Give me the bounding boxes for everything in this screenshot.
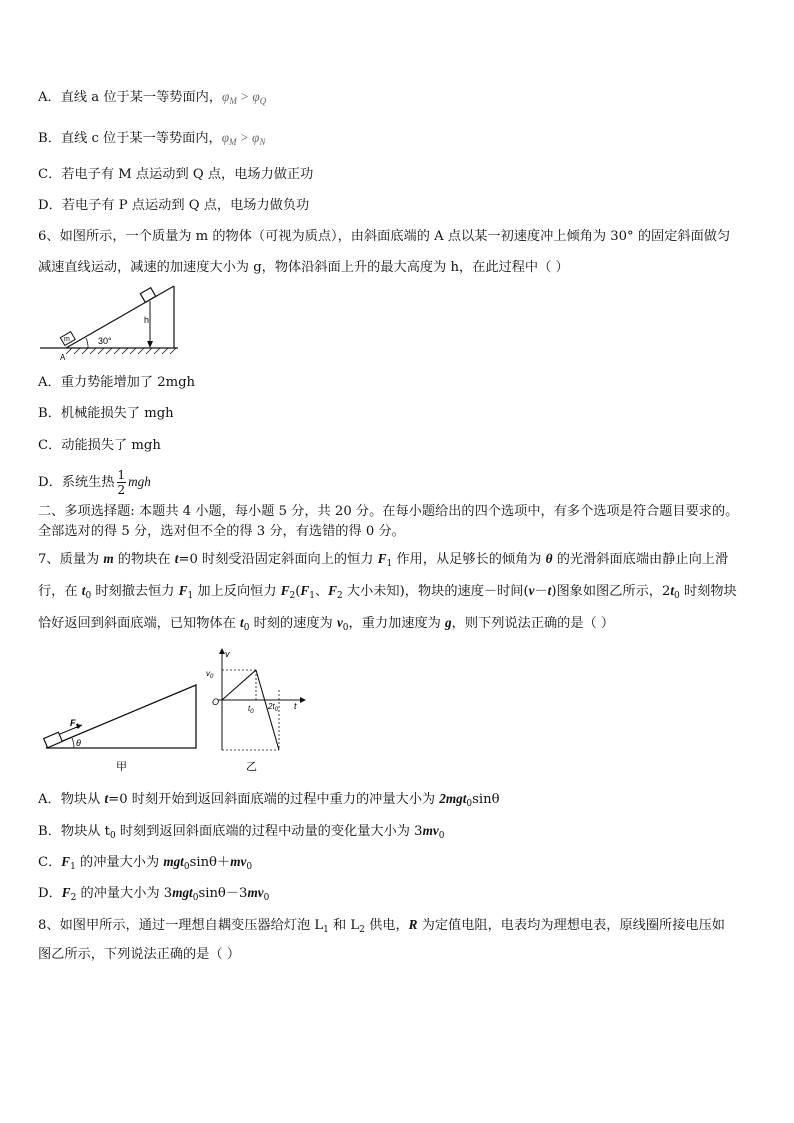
sub: 0 <box>342 623 349 633</box>
denominator: 2 <box>117 483 126 497</box>
t: 时刻撤去恒力 <box>91 584 179 599</box>
sub: 0 <box>263 893 270 903</box>
t: ，重力加速度为 <box>348 616 446 631</box>
sub: 2 <box>359 925 365 935</box>
t: D． <box>38 886 62 901</box>
sub: 2 <box>336 591 343 601</box>
q5-option-b <box>38 129 265 148</box>
f1-label: $F_1$ <box>70 718 79 730</box>
option-text: B．直线 c 位于某一等势面内， <box>38 131 222 146</box>
q5-option-c: C．若电子有 M 点运动到 Q 点，电场力做正功 <box>38 167 314 182</box>
subscript: N <box>259 137 266 147</box>
t: )图象如图乙所示，2 <box>551 584 671 599</box>
sub: 0 <box>109 831 116 841</box>
q7-option-d <box>38 884 269 903</box>
t: 行，在 <box>38 584 82 599</box>
q7-figure-jia <box>38 680 208 775</box>
t: =0 时刻开始到返回斜面底端的过程中重力的冲量大小为 <box>108 792 440 807</box>
var: F <box>280 583 290 598</box>
formula: 2mgt <box>439 791 467 806</box>
t: sinθ <box>472 792 500 807</box>
t: 8、如图甲所示，通过一理想自耦变压器给灯泡 L <box>38 918 324 933</box>
t: 时刻物块 <box>679 584 737 599</box>
sub: 1 <box>309 591 315 601</box>
q7-option-a <box>38 790 500 809</box>
option-text: A．直线 a 位于某一等势面内， <box>38 90 223 105</box>
q6-option-d <box>38 468 151 497</box>
var: F <box>328 583 337 598</box>
theta-label: θ <box>76 738 81 748</box>
formula: mgh <box>128 474 151 489</box>
sub: 0 <box>243 623 250 633</box>
var: t <box>670 583 675 598</box>
t: 、 <box>314 584 329 599</box>
angle-label: 30° <box>98 336 112 346</box>
t: ( <box>295 584 301 599</box>
formula: mv <box>422 823 439 838</box>
t: 作用，从足够长的倾角为 <box>392 552 546 567</box>
phi-symbol: φ <box>222 89 230 104</box>
var: F <box>377 551 387 566</box>
block-top <box>140 288 155 303</box>
t: B．物块从 t <box>38 824 110 839</box>
q6-incline-figure <box>38 282 183 362</box>
sub: 1 <box>70 862 76 872</box>
q7-stem-line1 <box>38 550 728 569</box>
q8-stem-line2: 图乙所示，下列说法正确的是（ ） <box>38 947 241 962</box>
t0-label: $t_0$ <box>248 704 254 715</box>
t: sinθ－3 <box>198 886 248 901</box>
operator: > <box>236 130 253 145</box>
t: 时刻的速度为 <box>249 616 337 631</box>
sub: 1 <box>386 559 393 569</box>
t: ，则下列说法正确的是（ ） <box>451 616 615 631</box>
var: t <box>547 583 552 598</box>
subscript: Q <box>259 96 267 106</box>
var: θ <box>545 551 553 566</box>
q6-stem-line2: 减速直线运动，减速的加速度大小为 g，物体沿斜面上升的最大高度为 h，在此过程中（ ） <box>38 260 569 275</box>
var: m <box>103 551 114 566</box>
point-a-label: A <box>60 353 66 362</box>
t: 为定值电阻，电表均为理想电表，原线圈所接电压如 <box>417 918 725 933</box>
fraction <box>117 468 127 497</box>
h-label: h <box>144 315 150 325</box>
block-m-label: m <box>64 336 70 343</box>
q6-stem-line1: 6、如图所示，一个质量为 m 的物体（可视为质点），由斜面底端的 A 点以某一初速度冲上倾角为 30° 的固定斜面做匀 <box>38 229 731 244</box>
section2-heading-line1: 二、多项选择题: 本题共 4 小题，每小题 5 分，共 20 分。在每小题给出的四个选项中，有多个选项是符合题目要求的。 <box>38 504 739 519</box>
var: t <box>81 583 86 598</box>
q5-option-d: D．若电子有 P 点运动到 Q 点，电场力做负功 <box>38 198 310 213</box>
var: F <box>178 583 188 598</box>
q5-option-a <box>38 88 266 107</box>
t: =0 时刻受沿固定斜面向上的恒力 <box>178 552 378 567</box>
numerator: 1 <box>117 468 126 482</box>
t: 的物块在 <box>113 552 175 567</box>
t: 7、质量为 <box>38 552 104 567</box>
subscript: M <box>229 96 237 106</box>
sub: 0 <box>85 591 92 601</box>
t: 的冲量大小为 3 <box>76 886 173 901</box>
q7-figure-yi <box>204 646 314 774</box>
var: F <box>300 583 310 598</box>
t: 的冲量大小为 <box>75 855 164 870</box>
ground-hatch <box>66 348 176 354</box>
sub: 2 <box>289 591 296 601</box>
angle-arc <box>72 738 74 748</box>
sub: 0 <box>438 831 445 841</box>
t: － <box>534 584 548 599</box>
t: 供电， <box>364 918 409 933</box>
t: 加上反向恒力 <box>193 584 281 599</box>
sub: 0 <box>246 862 253 872</box>
sub: 0 <box>674 591 680 601</box>
q7-stem-line2 <box>38 582 737 601</box>
var: R <box>408 917 418 932</box>
formula: mgt <box>163 854 184 869</box>
var: t <box>104 791 109 806</box>
sub: 0 <box>192 893 199 903</box>
sub: 2 <box>70 893 77 903</box>
section2-heading-line2: 全部选对的得 5 分，选对但不全的得 3 分，有选错的得 0 分。 <box>38 524 405 539</box>
formula: mv <box>247 885 264 900</box>
q6-option-a: A．重力势能增加了 2mgh <box>38 375 196 390</box>
t: sinθ＋ <box>189 855 231 870</box>
t-label: t <box>294 701 297 711</box>
q7-stem-line3 <box>38 614 614 633</box>
t: 大小未知)，物块的速度－时间( <box>342 584 529 599</box>
angle-arc <box>86 338 88 348</box>
v0-label: $v_0$ <box>206 669 214 680</box>
var: v <box>528 583 535 598</box>
caption-yi: 乙 <box>246 761 257 773</box>
var: g <box>445 615 452 630</box>
line-accelerate <box>222 670 256 700</box>
var: t <box>174 551 179 566</box>
q8-stem-line1 <box>38 916 725 935</box>
option-text: D．系统生热 <box>38 475 115 490</box>
t: A．物块从 <box>38 792 105 807</box>
sub: 0 <box>466 799 473 809</box>
subscript: M <box>229 137 237 147</box>
caption-jia: 甲 <box>116 761 127 773</box>
arrow-head <box>300 697 306 703</box>
phi-symbol: φ <box>221 130 230 145</box>
sub: 1 <box>323 925 329 935</box>
t: 时刻到返回斜面底端的过程中动量的变化量大小为 3 <box>115 824 423 839</box>
t: 恰好返回到斜面底端，已知物体在 <box>38 616 241 631</box>
q7-option-b <box>38 822 444 841</box>
q7-option-c <box>38 853 252 872</box>
q6-option-c: C．动能损失了 mgh <box>38 438 161 453</box>
q6-option-b: B．机械能损失了 mgh <box>38 406 174 421</box>
var: t <box>240 615 244 630</box>
var: F <box>61 854 71 869</box>
t: C． <box>38 855 62 870</box>
sub: 0 <box>183 862 190 872</box>
t: 和 L <box>328 918 360 933</box>
phi-symbol: φ <box>252 130 260 145</box>
phi-symbol: φ <box>252 89 260 104</box>
block <box>44 732 63 747</box>
origin-label: O <box>212 697 220 707</box>
incline-line <box>66 286 174 348</box>
incline-triangle <box>46 685 196 748</box>
operator: > <box>236 89 253 104</box>
var: v <box>336 615 343 630</box>
2t0-label: $2t_0$ <box>268 702 279 713</box>
arrow-head <box>147 341 153 348</box>
v-label: v <box>225 649 230 659</box>
var: F <box>61 885 71 900</box>
formula: mgt <box>172 885 193 900</box>
formula: mv <box>230 854 247 869</box>
sub: 1 <box>187 591 194 601</box>
t: 的光滑斜面底端由静止向上滑 <box>552 552 729 567</box>
